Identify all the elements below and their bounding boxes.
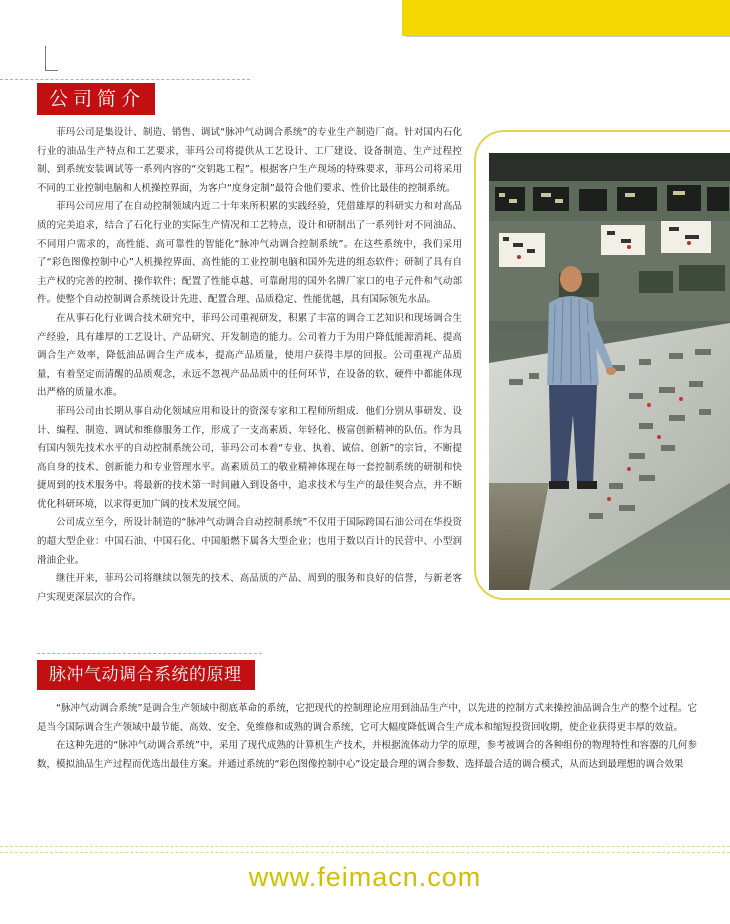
website-url: www.feimacn.com [248,862,482,892]
intro-paragraph: 菲玛公司应用了在自动控制领域内近二十年来所积累的实践经验，凭借雄厚的科研实力和对高品质的完美追求，结合了石化行业的实际生产情况和工艺特点，设计和研制出了一系列针对不同油品、不同用户需求的，高性能、高可靠性的智能化“脉冲气动调合控制系统”。在这些系统中，我们采用了“彩色图像控制中心”人机操控界面、高性能的工业控制电脑和国外先进的组态软件；研制了具有自主产权的完善的控制、操作软件；配置了性能卓越、可靠耐用的国外名牌厂家口的电子元件和气动部件。使整个自动控制调合系统设计先进、配置合理、品质稳定、性能优越，具有国际领先水品。 [37,201,462,306]
intro-paragraph: 菲玛公司由长期从事自动化领域应用和设计的资深专家和工程师所组成．他们分别从事研发、设计、编程、制造、调试和维修服务工作，形成了一支高素质、年轻化、极富创新精神的队伍。作为具有国内领先技术水平的自动控制系统公司，菲玛公司本着“专业、执着、诚信、创新”的宗旨，不断提高自身的技术、创新能力和专业管理水平。高素质员工的敬业精神体现在每一套控制系统的研制和快捷周到的技术服务中。将最新的技术第一时间融入到设备中，追求技术与生产的最佳契合点，并不断优化科研环境，以求得更加广阔的技术发展空间。 [37,405,462,510]
corner-mark [45,46,58,71]
principle-title: 脉冲气动调合系统的原理 [37,660,255,690]
top-rule [406,36,730,37]
footer-dash-top [0,846,730,847]
footer-dash-bottom [0,852,730,853]
intro-paragraph: 在从事石化行业调合技术研究中，菲玛公司重视研发，积累了丰富的调合工艺知识和现场调合生产经验，具有雄厚的工艺设计、产品研究、开发制造的能力。公司着力于为用户降低能源消耗、提高调合生产效率，降低油品调合生产成本，提高产品质量，使用户获得丰厚的回报。公司重视产品质量，有着坚定而清醒的品质观念，永远不忽视产品品质中的任何环节，在设备的软、硬件中都能体现出严格的质量水准。 [37,312,462,399]
principle-text [37,700,697,774]
intro-paragraph: 公司成立至今，所设计制造的“脉冲气动调合自动控制系统”不仅用于国际跨国石油公司在华投资的超大型企业：中国石油、中国石化、中国船燃下属各大型企业；也用于数以百计的民营中、小型润滑油企业。 [37,517,462,566]
principle-paragraph: “脉冲气动调合系统”是调合生产领域中彻底革命的系统，它把现代的控制理论应用到油品生产中，以先进的控制方式来操控油品调合生产的整个过程。它是当今国际调合生产领域中最节能、高效、安全、免维修和成熟的调合系统，它可大幅度降低调合生产成本和缩短投资回收期，使企业获得更丰厚的效益。 [37,703,697,733]
company-intro-title: 公司简介 [37,83,155,115]
top-yellow-band [402,0,730,36]
control-room-photo [489,153,730,590]
intro-paragraph: 继往开来，菲玛公司将继续以领先的技术、高品质的产品、周到的服务和良好的信誉，与新老客户实现更深层次的合作。 [37,573,462,603]
principle-paragraph: 在这种先进的“脉冲气动调合系统”中，采用了现代成熟的计算机生产技术，并根据流体动力学的原理，参考被调合的各种组份的物理特性和容器的几何参数，模拟油品生产过程而优选出最佳方案。并通过系统的“彩色图像控制中心”设定最合理的调合参数、选择最合适的调合模式，从而达到最理想的调合效果 [37,740,697,770]
section1-divider [0,79,250,80]
company-intro-text [37,124,462,607]
intro-paragraph: 菲玛公司是集设计、制造、销售、调试“脉冲气动调合系统”的专业生产制造厂商。针对国内石化行业的油品生产特点和工艺要求，菲玛公司将提供从工艺设计、工厂建设、设备制造、生产过程控制、到系统安装调试等一系列内容的“交钥匙工程”。根据客户生产现场的特殊要求，菲玛公司将采用不同的工业控制电脑和人机操控界面，为客户“度身定制”最符合他们要求、性价比最佳的控制系统。 [37,127,462,194]
section2-divider [37,653,262,654]
